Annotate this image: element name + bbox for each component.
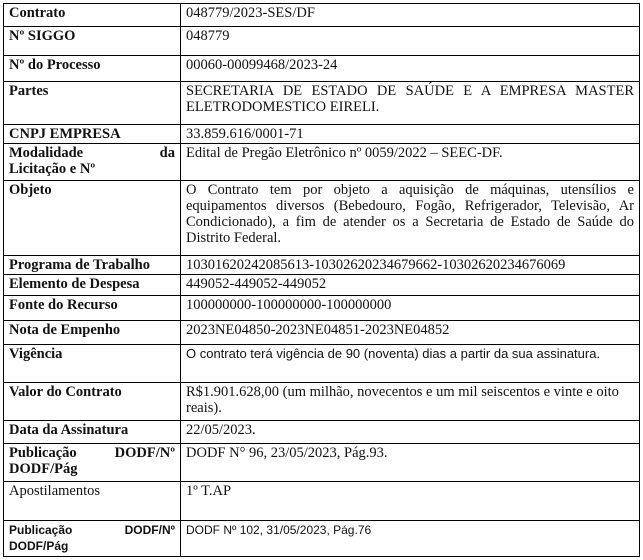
- row-value: SECRETARIA DE ESTADO DE SAÚDE E A EMPRESA MASTER ELETRODOMESTICO EIRELI.: [181, 82, 640, 124]
- row-value: O contrato terá vigência de 90 (noventa) dias a partir da sua assinatura.: [181, 345, 640, 382]
- table-row: [4, 420, 640, 444]
- row-value: O Contrato tem por objeto a aquisição de máquinas, utensílios e equipamentos diversos (Bebedouro, Fogão, Refrigerador, Televisão, Ar Condicionado), a fim de atender os a Secretaria de Estado de Saúde do Distrito Federal.: [181, 181, 640, 255]
- row-label-part: DODF/Pág: [9, 461, 78, 478]
- row-value: R$1.901.628,00 (um milhão, novecentos e um mil seiscentos e vinte e oito reais).: [181, 382, 640, 420]
- row-label: [4, 520, 181, 556]
- table-row: [4, 295, 640, 320]
- table-row: [4, 481, 640, 520]
- row-label: Fonte do Recurso: [4, 295, 181, 320]
- row-value: Edital de Pregão Eletrônico nº 0059/2022 – SEEC-DF.: [181, 144, 640, 181]
- row-label: [4, 444, 181, 481]
- table-row: [4, 124, 640, 144]
- row-label: Contrato: [4, 4, 181, 27]
- row-value: DODF Nº 102, 31/05/2023, Pág.76: [181, 520, 640, 556]
- row-value: 1º T.AP: [181, 481, 640, 520]
- table-row: [4, 144, 640, 181]
- row-label: Nº SIGGO: [4, 26, 181, 55]
- row-value: 10301620242085613-10302620234679662-10302620234676069: [181, 255, 640, 275]
- row-label: [4, 144, 181, 181]
- row-label: Programa de Trabalho: [4, 255, 181, 275]
- row-label: Vigência: [4, 345, 181, 382]
- row-label-part: DODF/Pág: [9, 538, 69, 553]
- row-value: 100000000-100000000-100000000: [181, 295, 640, 320]
- row-label: Elemento de Despesa: [4, 275, 181, 296]
- row-label-part: da: [159, 145, 175, 162]
- table-row: [4, 275, 640, 296]
- table-row: [4, 444, 640, 481]
- table-row: [4, 255, 640, 275]
- row-label-part: DODF/Nº: [114, 445, 175, 462]
- table-row: [4, 382, 640, 420]
- row-value: DODF N° 96, 23/05/2023, Pág.93.: [181, 444, 640, 481]
- row-value: 22/05/2023.: [181, 420, 640, 444]
- row-label-part: DODF/Nº: [124, 522, 175, 537]
- row-label: Nº do Processo: [4, 55, 181, 82]
- contract-table: [3, 3, 640, 557]
- row-label-part: Publicação: [9, 522, 73, 537]
- table-row: [4, 55, 640, 82]
- row-value: 2023NE04850-2023NE04851-2023NE04852: [181, 320, 640, 345]
- table-row: [4, 520, 640, 556]
- table-row: [4, 345, 640, 382]
- row-value: 449052-449052-449052: [181, 275, 640, 296]
- table-row: [4, 26, 640, 55]
- row-label: Partes: [4, 82, 181, 124]
- row-label: Data da Assinatura: [4, 420, 181, 444]
- row-label: CNPJ EMPRESA: [4, 124, 181, 144]
- row-label: Objeto: [4, 181, 181, 255]
- row-label-part: Licitação e Nº: [9, 161, 96, 178]
- row-label: Valor do Contrato: [4, 382, 181, 420]
- table-row: [4, 82, 640, 124]
- row-value: 00060-00099468/2023-24: [181, 55, 640, 82]
- row-label: Apostilamentos: [4, 481, 181, 520]
- row-label-part: Publicação: [9, 445, 77, 462]
- table-row: [4, 181, 640, 255]
- row-value: 33.859.616/0001-71: [181, 124, 640, 144]
- table-row: [4, 320, 640, 345]
- row-value: 048779: [181, 26, 640, 55]
- row-label: Nota de Empenho: [4, 320, 181, 345]
- table-row: [4, 4, 640, 27]
- row-label-part: Modalidade: [9, 145, 84, 162]
- row-value: 048779/2023-SES/DF: [181, 4, 640, 27]
